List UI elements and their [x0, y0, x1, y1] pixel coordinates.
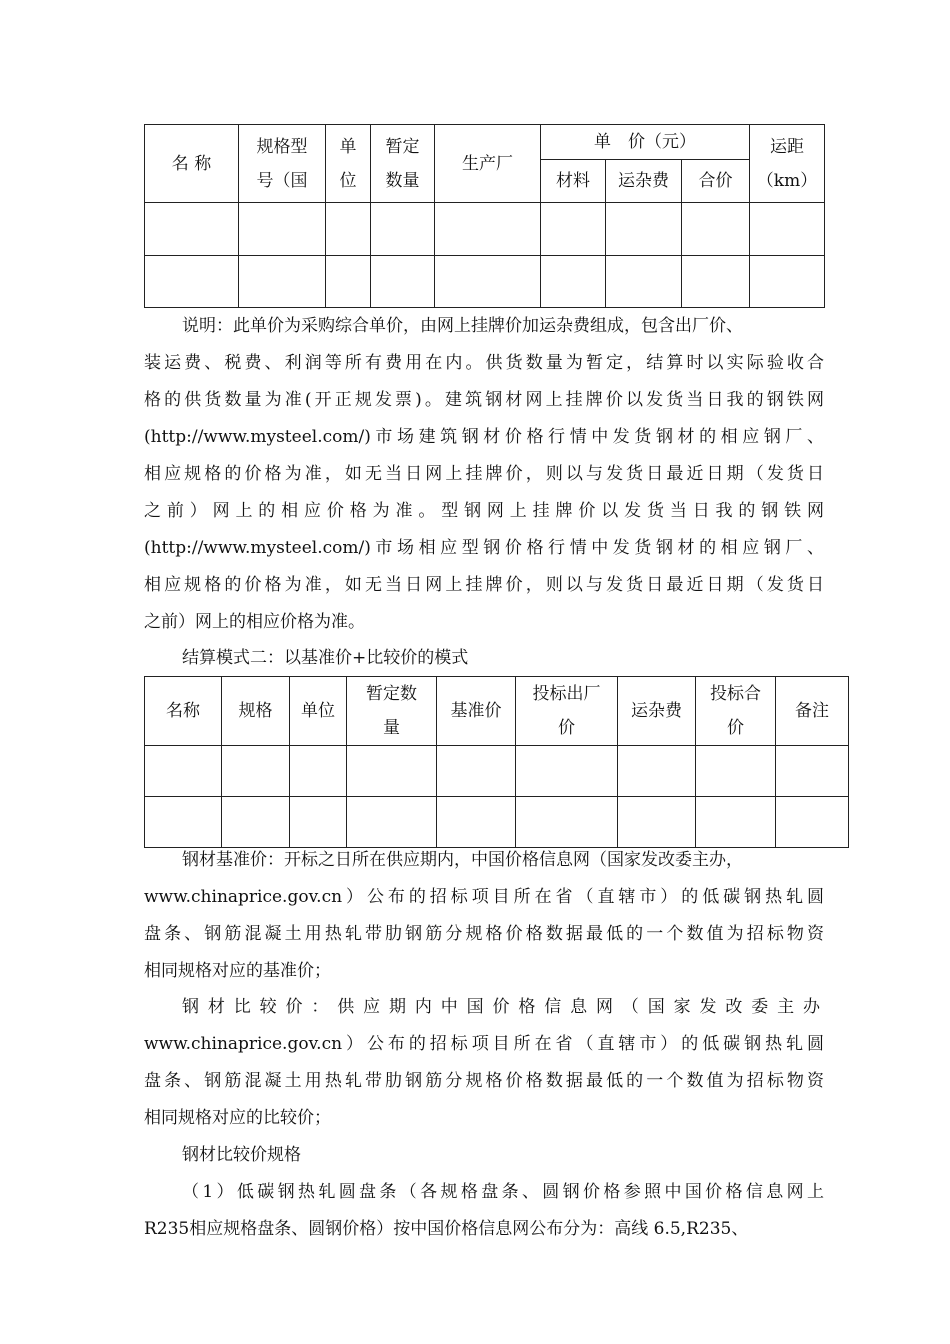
unit-price-table [144, 124, 825, 308]
header-qty-line2: 数量 [385, 170, 420, 191]
compare-price-line: www.chinaprice.gov.cn）公布的招标项目所在省（直辖市）的低碳钢热轧圆 [144, 1034, 824, 1054]
header-total: 合价 [682, 160, 750, 203]
table-cell [290, 746, 347, 797]
item1-line: R235相应规格盘条、圆钢价格）按中国价格信息网公布分为：高线 6.5,R235、 [144, 1219, 749, 1239]
header-unit [326, 125, 371, 203]
table-cell [606, 203, 682, 256]
header-unit: 单位 [290, 677, 347, 746]
benchmark-price-table [144, 676, 849, 848]
note-line: 装运费、税费、利润等所有费用在内。供货数量为暂定，结算时以实际验收合 [144, 353, 824, 373]
table-cell [696, 797, 776, 848]
compare-spec-heading: 钢材比较价规格 [182, 1145, 301, 1165]
table-row [145, 797, 849, 848]
note-line: 格的供货数量为准(开正规发票)。建筑钢材网上挂牌价以发货当日我的钢铁网 [144, 390, 824, 410]
table-cell [239, 203, 326, 256]
note-line: 相应规格的价格为准，如无当日网上挂牌价，则以与发货日最近日期（发货日 [144, 464, 824, 484]
header-distance-line2: （km） [756, 170, 818, 191]
header-maker: 生产厂 [435, 125, 541, 203]
header-spec-line2: 号（国 [256, 170, 308, 191]
note-line: 之前）网上的相应价格为准。 [144, 612, 365, 632]
table-cell [435, 256, 541, 308]
table-cell [750, 203, 825, 256]
header-qty-line1: 暂定数 [366, 684, 417, 704]
table-cell [222, 746, 290, 797]
table-cell [682, 256, 750, 308]
table-cell [541, 203, 606, 256]
table-cell [290, 797, 347, 848]
header-bid-total-line1: 投标合 [710, 684, 761, 704]
table-cell [347, 797, 437, 848]
header-distance-line1: 运距 [770, 136, 805, 157]
compare-price-line: 钢材比较价：供应期内中国价格信息网（国家发改委主办 [182, 997, 824, 1017]
note-line: (http://www.mysteel.com/)市场建筑钢材价格行情中发货钢材的相应钢厂、 [144, 427, 824, 447]
note-line: 相应规格的价格为准，如无当日网上挂牌价，则以与发货日最近日期（发货日 [144, 575, 824, 595]
header-material: 材料 [541, 160, 606, 203]
table-cell [222, 797, 290, 848]
header-freight: 运杂费 [606, 160, 682, 203]
table-cell [516, 746, 618, 797]
base-price-line: www.chinaprice.gov.cn）公布的招标项目所在省（直辖市）的低碳钢热轧圆 [144, 887, 824, 907]
header-qty-line1: 暂定 [385, 136, 420, 157]
base-price-line: 钢材基准价：开标之日所在供应期内，中国价格信息网（国家发改委主办， [182, 850, 743, 870]
table-cell [541, 256, 606, 308]
table-cell [145, 797, 222, 848]
header-remark: 备注 [776, 677, 849, 746]
table-cell [618, 797, 696, 848]
table-cell [371, 203, 435, 256]
header-unit-line1: 单 [339, 136, 357, 157]
table-cell [145, 203, 239, 256]
header-name: 名称 [145, 677, 222, 746]
header-bid-ex-factory [516, 677, 618, 746]
header-spec: 规格 [222, 677, 290, 746]
table-cell [750, 256, 825, 308]
table-cell [347, 746, 437, 797]
mode2-heading: 结算模式二：以基准价+比较价的模式 [182, 648, 469, 668]
item1-line: （1）低碳钢热轧圆盘条（各规格盘条、圆钢价格参照中国价格信息网上 [182, 1182, 824, 1202]
header-bid-total [696, 677, 776, 746]
header-distance [750, 125, 825, 203]
table-cell [618, 746, 696, 797]
header-bid-ex-factory-line1: 投标出厂 [532, 684, 601, 704]
table-cell [371, 256, 435, 308]
header-qty-line2: 量 [383, 718, 400, 738]
header-bid-total-line2: 价 [727, 718, 744, 738]
table-cell [326, 256, 371, 308]
header-bid-ex-factory-line2: 价 [558, 718, 575, 738]
compare-price-line: 相同规格对应的比较价； [144, 1108, 331, 1128]
header-base-price: 基准价 [437, 677, 516, 746]
note-line: 之前）网上的相应价格为准。型钢网上挂牌价以发货当日我的钢铁网 [144, 501, 824, 521]
table-row [145, 256, 825, 308]
compare-price-line: 盘条、钢筋混凝土用热轧带肋钢筋分规格价格数据最低的一个数值为招标物资 [144, 1071, 824, 1091]
table-cell [239, 256, 326, 308]
table-cell [145, 256, 239, 308]
header-name: 名 称 [145, 125, 239, 203]
note-line: 说明：此单价为采购综合单价，由网上挂牌价加运杂费组成，包含出厂价、 [182, 316, 743, 336]
header-spec [239, 125, 326, 203]
header-unit-line2: 位 [339, 170, 357, 191]
base-price-line: 相同规格对应的基准价； [144, 961, 331, 981]
table-cell [437, 797, 516, 848]
header-freight: 运杂费 [618, 677, 696, 746]
table-row [145, 746, 849, 797]
note-line: (http://www.mysteel.com/)市场相应型钢价格行情中发货钢材的相应钢厂、 [144, 538, 824, 558]
base-price-line: 盘条、钢筋混凝土用热轧带肋钢筋分规格价格数据最低的一个数值为招标物资 [144, 924, 824, 944]
table-cell [145, 746, 222, 797]
table-cell [437, 746, 516, 797]
table-cell [516, 797, 618, 848]
table-cell [326, 203, 371, 256]
table-cell [776, 746, 849, 797]
table-row [145, 203, 825, 256]
header-qty [347, 677, 437, 746]
table-cell [606, 256, 682, 308]
header-unit-price: 单 价（元） [541, 125, 750, 160]
header-qty [371, 125, 435, 203]
table-cell [776, 797, 849, 848]
table-cell [435, 203, 541, 256]
table-cell [682, 203, 750, 256]
table-cell [696, 746, 776, 797]
header-spec-line1: 规格型 [256, 136, 308, 157]
